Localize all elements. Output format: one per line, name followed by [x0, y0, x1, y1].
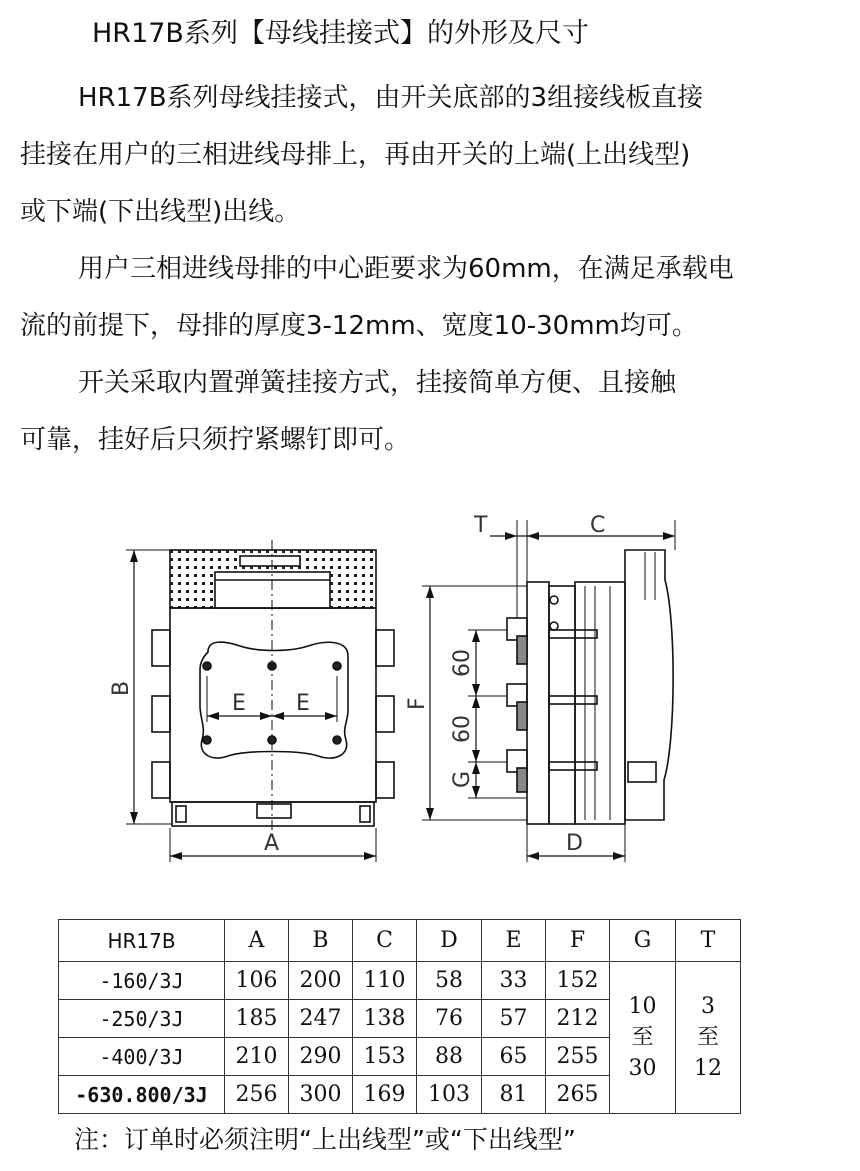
text-line: 可靠，挂好后只须拧紧螺钉即可。 [20, 425, 411, 455]
column-header: HR17B [59, 920, 225, 962]
model-cell: -160/3J [59, 962, 225, 1000]
t-range-sep: 至 [696, 1025, 719, 1050]
dimension-table [58, 919, 741, 1114]
value-cell: 138 [353, 1000, 417, 1038]
value-cell: 65 [482, 1038, 546, 1076]
dim-label-60-top: 60 [450, 649, 475, 677]
value-cell: 103 [417, 1076, 482, 1114]
value-cell: 169 [353, 1076, 417, 1114]
text-line: HR17B系列母线挂接式，由开关底部的3组接线板直接 [78, 83, 704, 113]
paragraph-intro [20, 70, 810, 241]
side-view [422, 520, 675, 862]
text-line: 流的前提下，母排的厚度3-12mm、宽度10-30mm均可。 [20, 311, 698, 341]
value-cell: 265 [546, 1076, 610, 1114]
value-cell: 290 [289, 1038, 353, 1076]
value-cell: 110 [353, 962, 417, 1000]
value-cell: 256 [225, 1076, 289, 1114]
value-cell: 106 [225, 962, 289, 1000]
t-range-cell [676, 962, 741, 1114]
text-line: 或下端(下出线型)出线。 [20, 197, 301, 227]
t-range-max: 12 [694, 1056, 722, 1081]
dim-label-e-right: E [296, 691, 310, 716]
dim-label-t: T [474, 513, 488, 538]
dim-label-b: B [109, 680, 134, 696]
value-cell: 210 [225, 1038, 289, 1076]
table-row [59, 962, 741, 1000]
g-range-max: 30 [628, 1056, 657, 1081]
text-line: 用户三相进线母排的中心距要求为60mm，在满足承载电 [78, 254, 734, 284]
value-cell: 247 [289, 1000, 353, 1038]
g-range-cell [610, 962, 676, 1114]
column-header: T [676, 920, 741, 962]
value-cell: 58 [417, 962, 482, 1000]
value-cell: 153 [353, 1038, 417, 1076]
column-header: C [353, 920, 417, 962]
text-line: 挂接在用户的三相进线母排上，再由开关的上端(上出线型) [20, 140, 691, 170]
dim-label-c: C [590, 513, 606, 538]
table-header-row [59, 920, 741, 962]
dim-label-g: G [450, 770, 475, 788]
value-cell: 255 [546, 1038, 610, 1076]
value-cell: 81 [482, 1076, 546, 1114]
column-header: D [417, 920, 482, 962]
value-cell: 200 [289, 962, 353, 1000]
value-cell: 57 [482, 1000, 546, 1038]
value-cell: 300 [289, 1076, 353, 1114]
value-cell: 152 [546, 962, 610, 1000]
value-cell: 185 [225, 1000, 289, 1038]
paragraph-mounting [20, 355, 810, 469]
page-title: HR17B系列【母线挂接式】的外形及尺寸 [92, 18, 589, 49]
model-cell: -400/3J [59, 1038, 225, 1076]
column-header: A [225, 920, 289, 962]
column-header: G [610, 920, 676, 962]
dim-label-f: F [405, 697, 430, 710]
value-cell: 88 [417, 1038, 482, 1076]
column-header: B [289, 920, 353, 962]
text-line: 开关采取内置弹簧挂接方式，挂接简单方便、且接触 [78, 368, 677, 398]
paragraph-busbar [20, 241, 810, 355]
front-view [126, 540, 394, 862]
g-range-min: 10 [628, 994, 657, 1019]
order-note: 注：订单时必须注明“上出线型”或“下出线型” [74, 1125, 576, 1154]
dim-label-60-bottom: 60 [450, 715, 475, 743]
column-header: F [546, 920, 610, 962]
value-cell: 33 [482, 962, 546, 1000]
g-range-sep: 至 [631, 1025, 654, 1050]
dim-label-a: A [264, 831, 280, 856]
column-header: E [482, 920, 546, 962]
t-range-min: 3 [701, 994, 715, 1019]
model-cell: -630.800/3J [59, 1076, 225, 1114]
value-cell: 212 [546, 1000, 610, 1038]
dimension-drawing [0, 500, 860, 880]
dim-label-d: D [566, 831, 583, 856]
dim-label-e-left: E [232, 691, 246, 716]
value-cell: 76 [417, 1000, 482, 1038]
model-cell: -250/3J [59, 1000, 225, 1038]
